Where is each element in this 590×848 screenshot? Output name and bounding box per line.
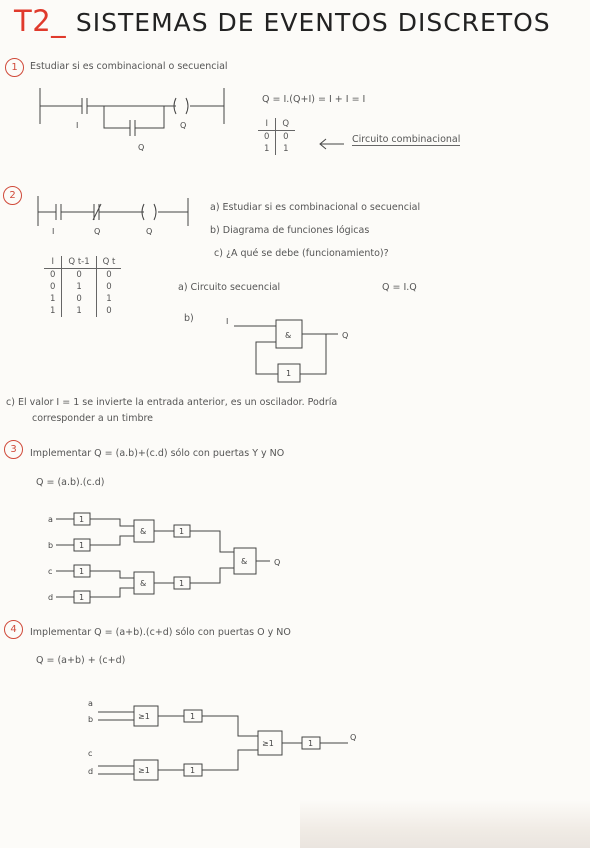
- exercise-3-prompt: Implementar Q = (a.b)+(c.d) sólo con puertas Y y NO: [30, 448, 285, 459]
- exercise-4-prompt: Implementar Q = (a+b).(c+d) sólo con puertas O y NO: [30, 627, 291, 638]
- ex3-gate-label: &: [241, 557, 248, 566]
- exercise-1-prompt: Estudiar si es combinacional o secuencial: [30, 61, 228, 72]
- truth-table-1: [258, 118, 295, 155]
- tt1-cell: 1: [276, 143, 295, 155]
- arrow-icon: [316, 138, 346, 150]
- ex3-input-b: b: [48, 541, 54, 550]
- ex4-input-b: b: [88, 715, 94, 724]
- ladder-1-label-i: I: [76, 121, 79, 130]
- exercise-2-task-a: a) Estudiar si es combinacional o secuencial: [210, 202, 421, 213]
- tt1-header: Q: [276, 118, 295, 131]
- ex3-input-d: d: [48, 593, 54, 602]
- exercise-2-answer-b: b): [184, 313, 194, 324]
- ex3-output-label: Q: [274, 558, 281, 567]
- tt1-cell: 1: [264, 144, 270, 154]
- ex3-input-c: c: [48, 567, 53, 576]
- ex4-input-c: c: [88, 749, 93, 758]
- ex4-gate-label: ≥1: [138, 766, 150, 775]
- tt2-header: Q t: [96, 256, 121, 269]
- ladder-1-coil-label: Q: [180, 121, 187, 130]
- exercise-4-equation: Q = (a+b) + (c+d): [36, 655, 126, 666]
- ex3-gate-label: &: [140, 527, 147, 536]
- tt2-cell: 1: [62, 305, 96, 317]
- ladder-2-label-q: Q: [94, 227, 101, 236]
- tt1-cell: 0: [264, 132, 270, 142]
- ladder-1-label-q: Q: [138, 143, 145, 152]
- ex2-input-label: I: [226, 317, 229, 326]
- truth-table-2: [44, 256, 121, 317]
- exercise-3-equation: Q = (a.b).(c.d): [36, 477, 105, 488]
- ex4-gate-label: 1: [308, 739, 314, 748]
- ex3-gate-label: 1: [179, 579, 185, 588]
- title-text: SISTEMAS DE EVENTOS DISCRETOS: [75, 8, 551, 37]
- ex3-gate-label: 1: [79, 515, 85, 524]
- exercise-4-number: 4: [4, 620, 23, 639]
- ex4-input-a: a: [88, 699, 93, 708]
- tt2-header: Q t-1: [62, 256, 96, 269]
- ladder-2-label-i: I: [52, 227, 55, 236]
- ex3-gate-label: 1: [79, 593, 85, 602]
- exercise-3-number: 3: [4, 440, 23, 459]
- ladder-diagram-1: [38, 88, 238, 158]
- logic-diagram-3: [48, 512, 298, 610]
- tt2-cell: 1: [96, 293, 121, 305]
- tt2-cell: 0: [62, 269, 96, 282]
- ex4-gate-label: 1: [190, 766, 196, 775]
- tt1-cell: 0: [276, 131, 295, 144]
- logic-diagram-2: [226, 316, 376, 388]
- tt2-cell: 1: [50, 294, 56, 304]
- tt1-header: I: [258, 118, 276, 131]
- ex4-output-label: Q: [350, 733, 357, 742]
- exercise-2-task-b: b) Diagrama de funciones lógicas: [210, 225, 370, 236]
- tt2-cell: 0: [62, 293, 96, 305]
- tt2-cell: 1: [50, 306, 56, 316]
- tt2-header: I: [44, 256, 62, 269]
- ladder-diagram-2: [36, 196, 206, 242]
- exercise-2-number: 2: [3, 186, 22, 205]
- page-title: [14, 4, 551, 38]
- ex2-and-gate-label: &: [285, 331, 292, 340]
- ladder-2-coil-label: Q: [146, 227, 153, 236]
- ex3-input-a: a: [48, 515, 53, 524]
- tt2-cell: 0: [50, 282, 56, 292]
- ex2-output-label: Q: [342, 331, 349, 340]
- tt2-cell: 0: [96, 305, 121, 317]
- tt2-cell: 0: [96, 281, 121, 293]
- ex4-input-d: d: [88, 767, 94, 776]
- ex3-gate-label: &: [140, 579, 147, 588]
- exercise-2-answer-a: a) Circuito secuencial: [178, 282, 281, 293]
- exercise-1-conclusion: Circuito combinacional: [352, 134, 461, 145]
- logic-diagram-4: [88, 698, 378, 788]
- ex4-gate-label: 1: [190, 712, 196, 721]
- page-edge-shadow: [300, 800, 590, 848]
- ex4-gate-label: ≥1: [138, 712, 150, 721]
- ex3-gate-label: 1: [179, 527, 185, 536]
- exercise-2-answer-c-line2: corresponder a un timbre: [32, 413, 154, 424]
- title-prefix: T2_: [14, 4, 67, 38]
- exercise-1-equation: Q = I.(Q+I) = I + I = I: [262, 94, 366, 105]
- ex2-not-gate-label: 1: [286, 369, 292, 378]
- exercise-2-task-c: c) ¿A qué se debe (funcionamiento)?: [214, 248, 389, 259]
- ex3-gate-label: 1: [79, 567, 85, 576]
- tt2-cell: 0: [96, 269, 121, 282]
- exercise-2-equation: Q = I.Q: [382, 282, 417, 293]
- exercise-1-number: 1: [5, 58, 24, 77]
- tt2-cell: 1: [62, 281, 96, 293]
- tt2-cell: 0: [50, 270, 56, 280]
- exercise-2-answer-c-line1: c) El valor I = 1 se invierte la entrada anterior, es un oscilador. Podría: [6, 397, 338, 408]
- ex4-gate-label: ≥1: [262, 739, 274, 748]
- ex3-gate-label: 1: [79, 541, 85, 550]
